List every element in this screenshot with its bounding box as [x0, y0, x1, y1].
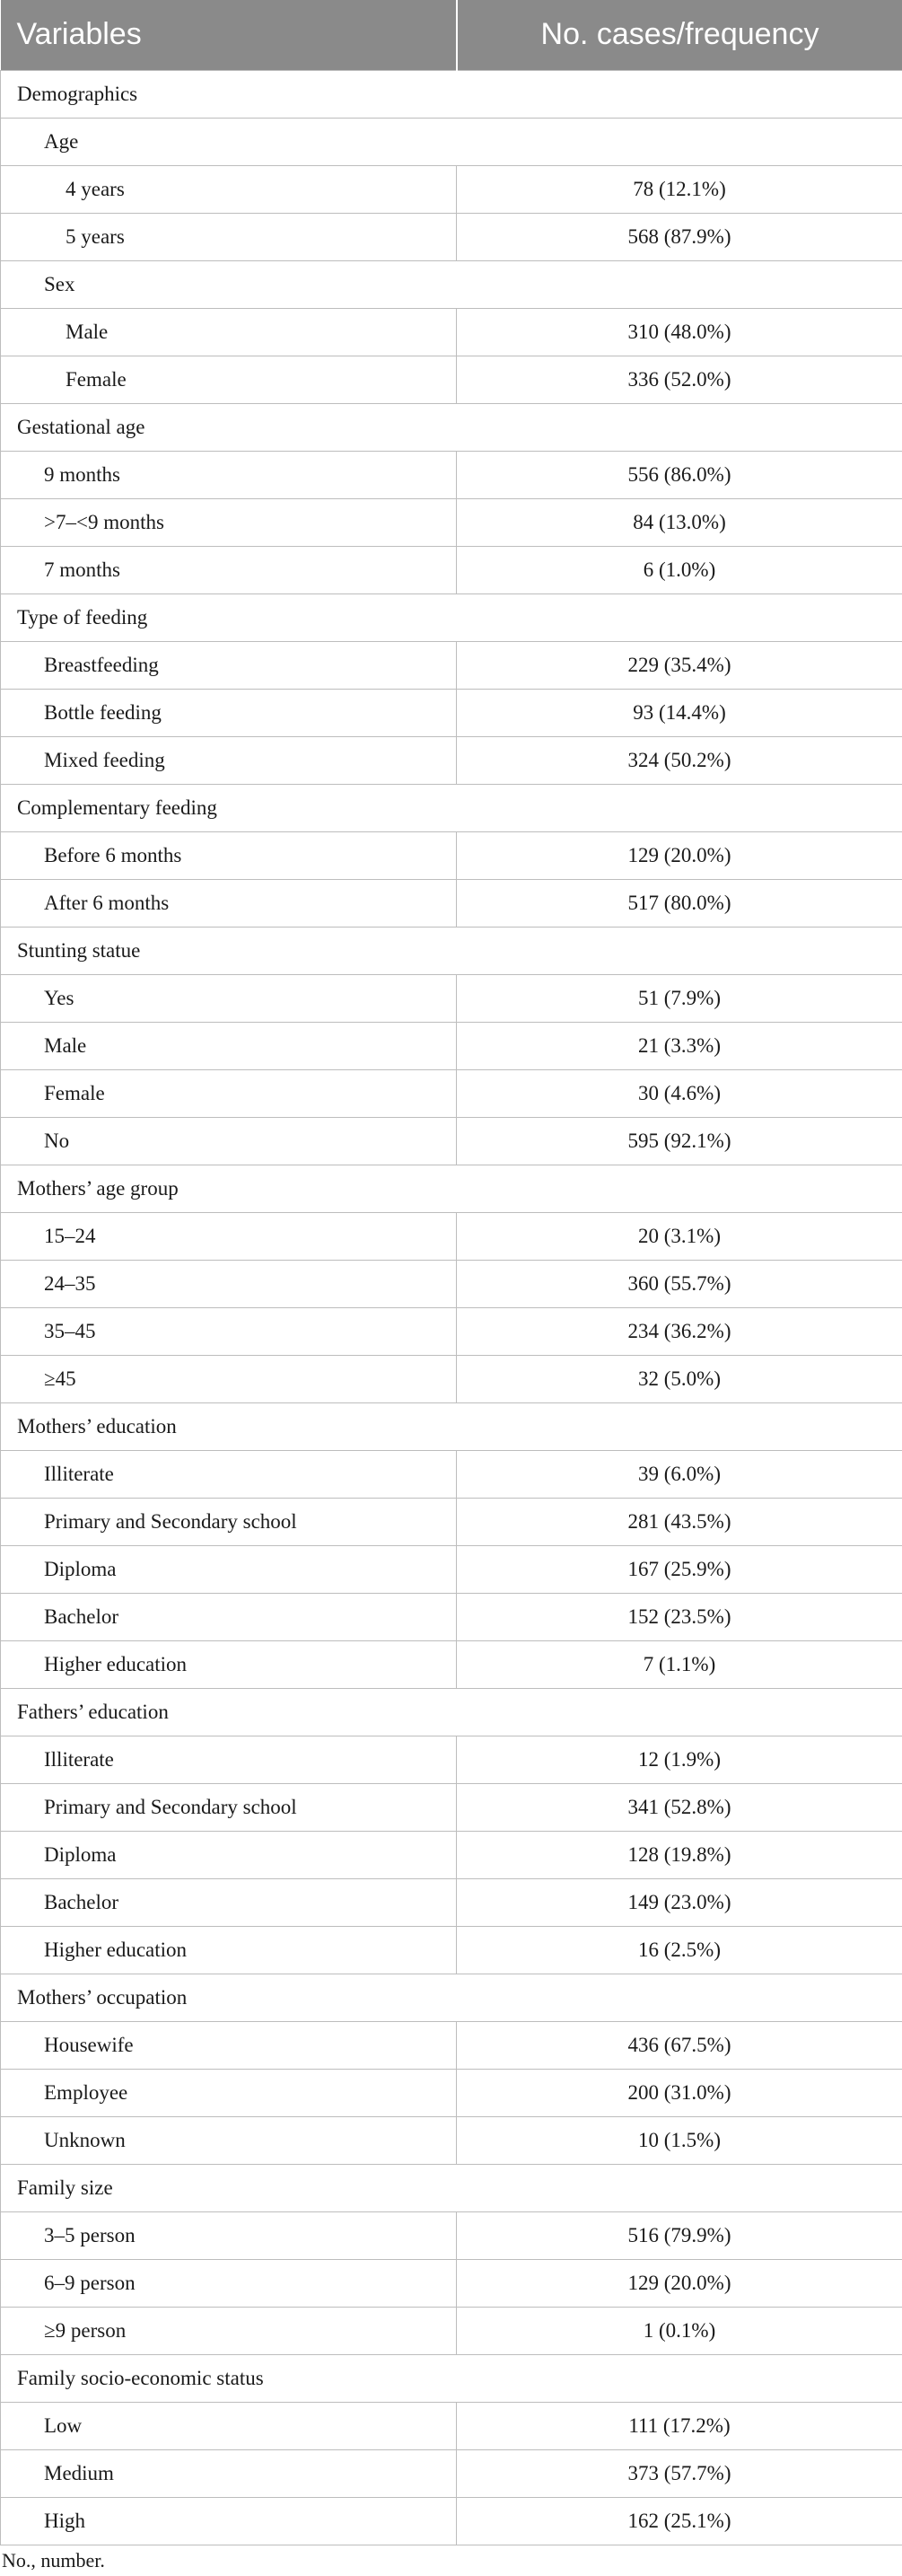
- row-value: 30 (4.6%): [457, 1069, 902, 1117]
- row-value: 341 (52.8%): [457, 1783, 902, 1831]
- table-row: [1, 1260, 902, 1307]
- row-label: Before 6 months: [1, 831, 457, 879]
- section-row: [1, 927, 902, 974]
- section-label: Complementary feeding: [1, 784, 902, 831]
- subsection-label: Sex: [1, 260, 902, 308]
- row-label: Bachelor: [1, 1878, 457, 1926]
- row-label: High: [1, 2497, 457, 2545]
- row-label: 6–9 person: [1, 2259, 457, 2307]
- table-row: [1, 2449, 902, 2497]
- row-label: Medium: [1, 2449, 457, 2497]
- row-label: Male: [1, 308, 457, 356]
- table-row: [1, 736, 902, 784]
- row-value: 10 (1.5%): [457, 2116, 902, 2164]
- table-row: [1, 2021, 902, 2069]
- row-label: >7–<9 months: [1, 498, 457, 546]
- section-row: [1, 403, 902, 451]
- table-row: [1, 213, 902, 260]
- section-label: Type of feeding: [1, 593, 902, 641]
- table-row: [1, 1593, 902, 1640]
- section-row: [1, 1402, 902, 1450]
- section-row: [1, 1165, 902, 1212]
- table-row: [1, 1117, 902, 1165]
- table-row: [1, 1498, 902, 1545]
- row-label: Higher education: [1, 1640, 457, 1688]
- column-header-frequency: No. cases/frequency: [540, 17, 819, 52]
- subsection-label: Age: [1, 118, 902, 165]
- table-row: [1, 1831, 902, 1878]
- row-label: Breastfeeding: [1, 641, 457, 689]
- subsection-row: [1, 118, 902, 165]
- row-value: 516 (79.9%): [457, 2211, 902, 2259]
- table-row: [1, 356, 902, 403]
- row-value: 20 (3.1%): [457, 1212, 902, 1260]
- section-label: Mothers’ education: [1, 1402, 902, 1450]
- subsection-row: [1, 260, 902, 308]
- row-value: 111 (17.2%): [457, 2402, 902, 2449]
- section-row: [1, 1974, 902, 2021]
- row-value: 595 (92.1%): [457, 1117, 902, 1165]
- row-value: 373 (57.7%): [457, 2449, 902, 2497]
- section-label: Fathers’ education: [1, 1688, 902, 1736]
- row-value: 129 (20.0%): [457, 831, 902, 879]
- table-row: [1, 2259, 902, 2307]
- row-label: 3–5 person: [1, 2211, 457, 2259]
- section-label: Mothers’ age group: [1, 1165, 902, 1212]
- row-label: ≥9 person: [1, 2307, 457, 2354]
- row-label: Higher education: [1, 1926, 457, 1974]
- row-label: Primary and Secondary school: [1, 1498, 457, 1545]
- row-value: 128 (19.8%): [457, 1831, 902, 1878]
- row-label: Diploma: [1, 1545, 457, 1593]
- section-label: Gestational age: [1, 403, 902, 451]
- row-value: 6 (1.0%): [457, 546, 902, 593]
- row-label: Diploma: [1, 1831, 457, 1878]
- row-label: 24–35: [1, 1260, 457, 1307]
- table-row: [1, 2069, 902, 2116]
- table-row: [1, 2307, 902, 2354]
- row-value: 93 (14.4%): [457, 689, 902, 736]
- row-label: Housewife: [1, 2021, 457, 2069]
- column-header-variables: Variables: [1, 0, 457, 70]
- section-row: [1, 70, 902, 118]
- row-label: Female: [1, 356, 457, 403]
- section-label: Family socio-economic status: [1, 2354, 902, 2402]
- row-value: 360 (55.7%): [457, 1260, 902, 1307]
- table-row: [1, 498, 902, 546]
- section-row: [1, 593, 902, 641]
- table-row: [1, 1355, 902, 1402]
- row-value: 84 (13.0%): [457, 498, 902, 546]
- section-row: [1, 1688, 902, 1736]
- row-label: Employee: [1, 2069, 457, 2116]
- row-label: 15–24: [1, 1212, 457, 1260]
- row-value: 568 (87.9%): [457, 213, 902, 260]
- row-label: After 6 months: [1, 879, 457, 927]
- table-row: [1, 1926, 902, 1974]
- row-value: 16 (2.5%): [457, 1926, 902, 1974]
- row-value: 167 (25.9%): [457, 1545, 902, 1593]
- row-label: Bachelor: [1, 1593, 457, 1640]
- table-row: [1, 831, 902, 879]
- row-value: 556 (86.0%): [457, 451, 902, 498]
- row-label: 9 months: [1, 451, 457, 498]
- row-label: Yes: [1, 974, 457, 1022]
- row-label: Primary and Secondary school: [1, 1783, 457, 1831]
- row-value: 39 (6.0%): [457, 1450, 902, 1498]
- row-label: Female: [1, 1069, 457, 1117]
- row-value: 281 (43.5%): [457, 1498, 902, 1545]
- row-label: Unknown: [1, 2116, 457, 2164]
- table-row: [1, 2211, 902, 2259]
- section-row: [1, 2354, 902, 2402]
- table-row: [1, 689, 902, 736]
- table-row: [1, 1783, 902, 1831]
- row-label: Illiterate: [1, 1736, 457, 1783]
- row-value: 1 (0.1%): [457, 2307, 902, 2354]
- row-value: 234 (36.2%): [457, 1307, 902, 1355]
- table-body: [1, 70, 902, 2545]
- table-row: [1, 1307, 902, 1355]
- table-row: [1, 1069, 902, 1117]
- table-row: [1, 2497, 902, 2545]
- section-label: Stunting statue: [1, 927, 902, 974]
- row-label: 7 months: [1, 546, 457, 593]
- row-value: 129 (20.0%): [457, 2259, 902, 2307]
- section-label: Family size: [1, 2164, 902, 2211]
- row-value: 12 (1.9%): [457, 1736, 902, 1783]
- table-row: [1, 1545, 902, 1593]
- row-value: 21 (3.3%): [457, 1022, 902, 1069]
- row-value: 149 (23.0%): [457, 1878, 902, 1926]
- row-label: Low: [1, 2402, 457, 2449]
- row-value: 152 (23.5%): [457, 1593, 902, 1640]
- table-row: [1, 308, 902, 356]
- table-row: [1, 451, 902, 498]
- section-row: [1, 2164, 902, 2211]
- row-value: 162 (25.1%): [457, 2497, 902, 2545]
- table-row: [1, 1022, 902, 1069]
- section-row: [1, 784, 902, 831]
- table-row: [1, 1640, 902, 1688]
- table-row: [1, 2402, 902, 2449]
- table-row: [1, 2116, 902, 2164]
- row-label: 35–45: [1, 1307, 457, 1355]
- row-value: 7 (1.1%): [457, 1640, 902, 1688]
- row-label: ≥45: [1, 1355, 457, 1402]
- row-label: 5 years: [1, 213, 457, 260]
- row-value: 78 (12.1%): [457, 165, 902, 213]
- table-header-row: [1, 0, 902, 70]
- table-footnote: No., number.: [2, 2549, 105, 2572]
- table-row: [1, 974, 902, 1022]
- table-row: [1, 879, 902, 927]
- row-value: 229 (35.4%): [457, 641, 902, 689]
- section-label: Demographics: [1, 70, 902, 118]
- row-label: Mixed feeding: [1, 736, 457, 784]
- table-row: [1, 1450, 902, 1498]
- row-value: 32 (5.0%): [457, 1355, 902, 1402]
- table-row: [1, 165, 902, 213]
- row-value: 336 (52.0%): [457, 356, 902, 403]
- row-value: 200 (31.0%): [457, 2069, 902, 2116]
- table-row: [1, 1878, 902, 1926]
- row-value: 517 (80.0%): [457, 879, 902, 927]
- row-value: 324 (50.2%): [457, 736, 902, 784]
- row-label: Male: [1, 1022, 457, 1069]
- table-row: [1, 641, 902, 689]
- table-row: [1, 1212, 902, 1260]
- table-row: [1, 1736, 902, 1783]
- table-row: [1, 546, 902, 593]
- row-value: 436 (67.5%): [457, 2021, 902, 2069]
- row-label: Illiterate: [1, 1450, 457, 1498]
- row-value: 51 (7.9%): [457, 974, 902, 1022]
- row-label: No: [1, 1117, 457, 1165]
- row-value: 310 (48.0%): [457, 308, 902, 356]
- section-label: Mothers’ occupation: [1, 1974, 902, 2021]
- row-label: Bottle feeding: [1, 689, 457, 736]
- row-label: 4 years: [1, 165, 457, 213]
